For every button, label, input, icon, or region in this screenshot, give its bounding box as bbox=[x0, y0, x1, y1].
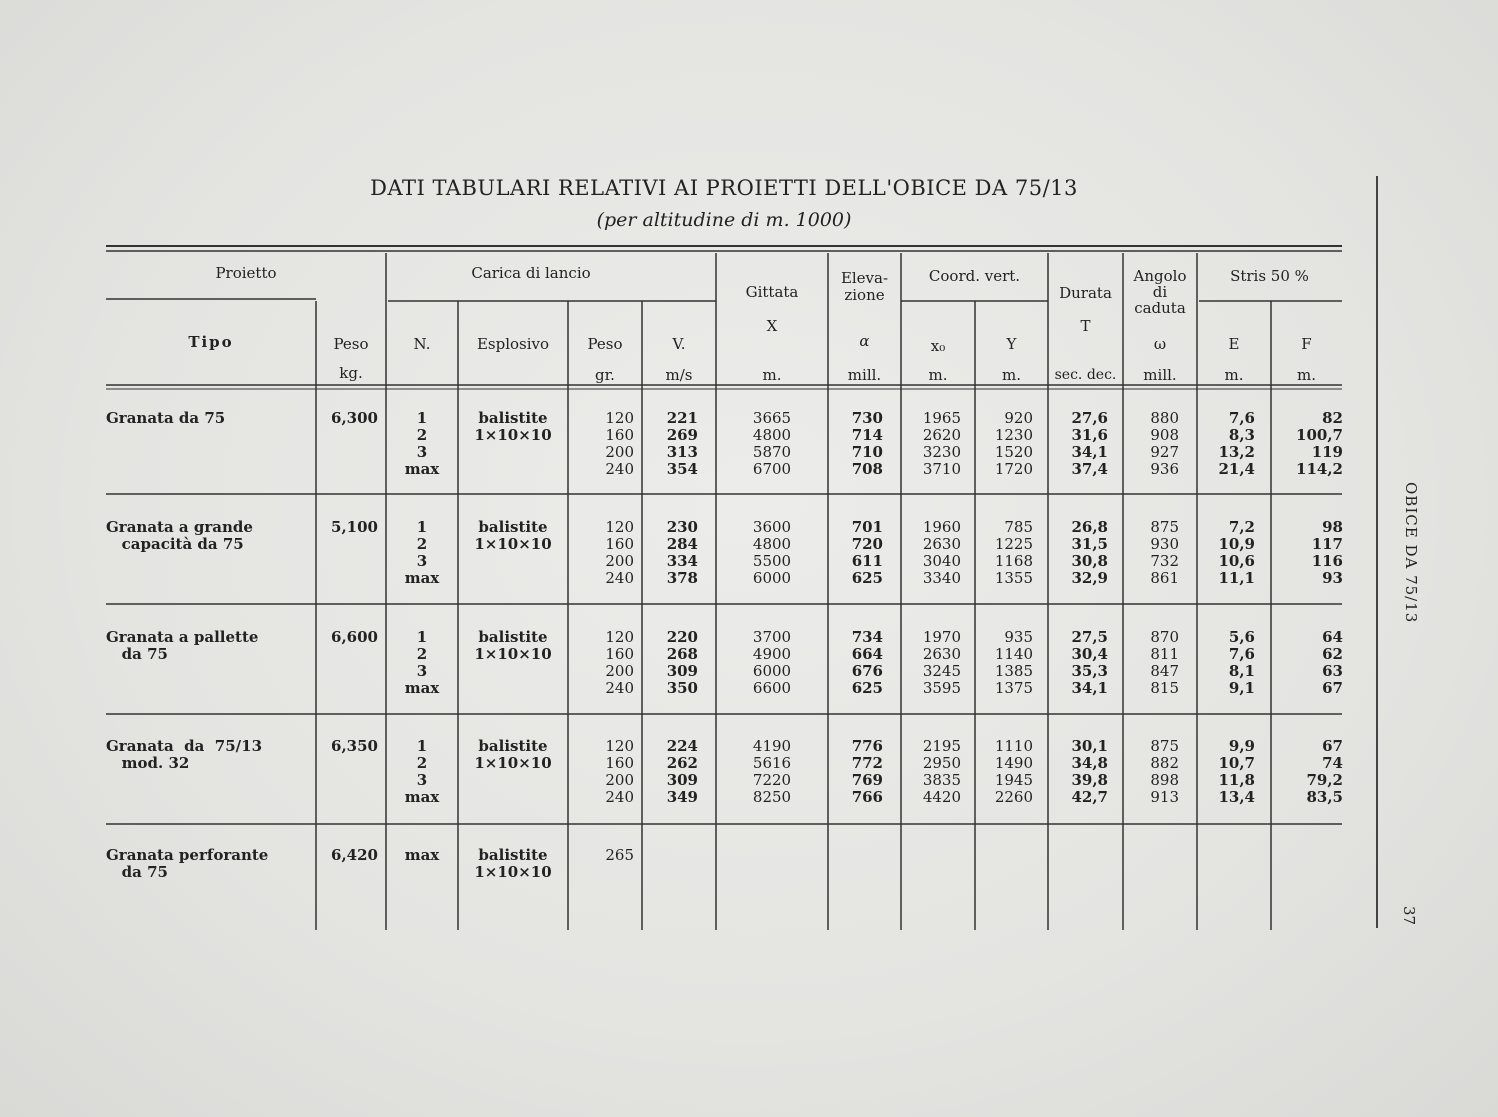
cell-y: 785 1225 1168 1355 bbox=[994, 518, 1033, 587]
side-label: OBICE DA 75/13 bbox=[1402, 482, 1420, 624]
cell-f: 64 62 63 67 bbox=[1322, 628, 1343, 697]
unit-f: m. bbox=[1297, 366, 1316, 384]
cell-f: 82 100,7 119 114,2 bbox=[1296, 409, 1343, 478]
cell-x0: 1965 2620 3230 3710 bbox=[922, 409, 961, 478]
cell-v: 230 284 334 378 bbox=[666, 518, 698, 587]
header-gittata: Gittata bbox=[745, 283, 799, 301]
cell-x0: 2195 2950 3835 4420 bbox=[922, 737, 961, 806]
cell-omega: 870 811 847 815 bbox=[1150, 628, 1179, 697]
header-durata: Durata bbox=[1059, 284, 1112, 302]
cell-omega: 875 930 732 861 bbox=[1150, 518, 1179, 587]
cell-f: 67 74 79,2 83,5 bbox=[1306, 737, 1343, 806]
cell-y: 1110 1490 1945 2260 bbox=[994, 737, 1033, 806]
cell-n: 1 2 3 max bbox=[404, 518, 440, 587]
cell-tipo: Granata da 75 bbox=[106, 409, 226, 427]
header-y: Y bbox=[1006, 335, 1017, 353]
unit-alpha: mill. bbox=[847, 366, 882, 384]
cell-x0: 1960 2630 3040 3340 bbox=[922, 518, 961, 587]
cell-esplosivo: balistite 1×10×10 bbox=[474, 518, 552, 553]
header-esplosivo: Esplosivo bbox=[476, 335, 550, 353]
cell-alpha: 701 720 611 625 bbox=[851, 518, 883, 587]
cell-x: 3665 4800 5870 6700 bbox=[752, 409, 792, 478]
cell-peso: 6,300 bbox=[331, 409, 378, 427]
header-stris: Stris 50 % bbox=[1230, 267, 1309, 285]
header-f: F bbox=[1301, 335, 1312, 353]
cell-x0: 1970 2630 3245 3595 bbox=[922, 628, 961, 697]
cell-alpha: 730 714 710 708 bbox=[851, 409, 883, 478]
unit-x0: m. bbox=[928, 366, 948, 384]
cell-n: max bbox=[404, 846, 440, 864]
header-v: V. bbox=[672, 335, 686, 353]
cell-esplosivo: balistite 1×10×10 bbox=[474, 628, 552, 663]
cell-f: 98 117 116 93 bbox=[1311, 518, 1343, 587]
cell-e: 5,6 7,6 8,1 9,1 bbox=[1228, 628, 1255, 697]
cell-y: 920 1230 1520 1720 bbox=[994, 409, 1033, 478]
cell-peso-gr: 265 bbox=[605, 846, 634, 864]
header-coord: Coord. vert. bbox=[928, 267, 1021, 285]
cell-tipo: Granata perforante da 75 bbox=[106, 846, 269, 881]
page-subtitle: (per altitudine di m. 1000) bbox=[596, 209, 852, 231]
cell-peso-gr: 120 160 200 240 bbox=[605, 518, 634, 587]
unit-peso-gr: gr. bbox=[595, 366, 615, 384]
cell-n: 1 2 3 max bbox=[404, 628, 440, 697]
header-peso-gr: Peso bbox=[587, 335, 623, 353]
cell-esplosivo: balistite 1×10×10 bbox=[474, 737, 552, 772]
unit-x: m. bbox=[762, 366, 782, 384]
cell-esplosivo: balistite 1×10×10 bbox=[474, 846, 552, 881]
cell-peso: 5,100 bbox=[331, 518, 378, 536]
cell-peso-gr: 120 160 200 240 bbox=[605, 737, 634, 806]
cell-peso: 6,350 bbox=[331, 737, 378, 755]
cell-e: 7,2 10,9 10,6 11,1 bbox=[1218, 518, 1255, 587]
cell-omega: 875 882 898 913 bbox=[1150, 737, 1179, 806]
header-elevazione: Eleva- zione bbox=[840, 269, 889, 304]
header-n: N. bbox=[413, 335, 431, 353]
page-title: DATI TABULARI RELATIVI AI PROIETTI DELL'OBICE DA 75/13 bbox=[370, 176, 1078, 200]
unit-y: m. bbox=[1002, 366, 1021, 384]
header-carica: Carica di lancio bbox=[471, 264, 591, 282]
cell-peso-gr: 120 160 200 240 bbox=[605, 628, 634, 697]
header-omega: ω bbox=[1153, 335, 1167, 353]
cell-peso-gr: 120 160 200 240 bbox=[605, 409, 634, 478]
cell-tipo: Granata a pallette da 75 bbox=[106, 628, 259, 663]
cell-t: 30,1 34,8 39,8 42,7 bbox=[1071, 737, 1108, 806]
cell-t: 27,5 30,4 35,3 34,1 bbox=[1071, 628, 1108, 697]
header-t: T bbox=[1080, 317, 1091, 335]
unit-v: m/s bbox=[665, 366, 693, 384]
header-peso: Peso bbox=[333, 335, 369, 353]
cell-t: 27,6 31,6 34,1 37,4 bbox=[1071, 409, 1108, 478]
header-x: X bbox=[766, 317, 778, 335]
cell-alpha: 734 664 676 625 bbox=[851, 628, 883, 697]
cell-tipo: Granata da 75/13 mod. 32 bbox=[106, 737, 263, 772]
cell-v: 221 269 313 354 bbox=[666, 409, 698, 478]
unit-peso: kg. bbox=[339, 364, 363, 382]
header-alpha: α bbox=[859, 332, 870, 350]
header-proietto: Proietto bbox=[215, 264, 277, 282]
cell-x: 4190 5616 7220 8250 bbox=[752, 737, 792, 806]
cell-peso: 6,600 bbox=[331, 628, 378, 646]
cell-e: 9,9 10,7 11,8 13,4 bbox=[1218, 737, 1255, 806]
cell-x: 3700 4900 6000 6600 bbox=[752, 628, 792, 697]
cell-y: 935 1140 1385 1375 bbox=[994, 628, 1033, 697]
cell-tipo: Granata a grande capacità da 75 bbox=[106, 518, 253, 553]
unit-omega: mill. bbox=[1143, 366, 1177, 384]
cell-e: 7,6 8,3 13,2 21,4 bbox=[1218, 409, 1255, 478]
cell-n: 1 2 3 max bbox=[404, 737, 440, 806]
header-x0: x₀ bbox=[930, 337, 946, 355]
unit-e: m. bbox=[1224, 366, 1244, 384]
page-number: 37 bbox=[1400, 906, 1418, 926]
cell-alpha: 776 772 769 766 bbox=[851, 737, 883, 806]
cell-esplosivo: balistite 1×10×10 bbox=[474, 409, 552, 444]
cell-v: 224 262 309 349 bbox=[666, 737, 698, 806]
header-e: E bbox=[1228, 335, 1240, 353]
cell-t: 26,8 31,5 30,8 32,9 bbox=[1071, 518, 1108, 587]
cell-omega: 880 908 927 936 bbox=[1150, 409, 1179, 478]
header-tipo: Tipo bbox=[188, 333, 234, 351]
cell-peso: 6,420 bbox=[331, 846, 378, 864]
unit-t: sec. dec. bbox=[1054, 367, 1117, 383]
cell-n: 1 2 3 max bbox=[404, 409, 440, 478]
cell-x: 3600 4800 5500 6000 bbox=[752, 518, 792, 587]
cell-v: 220 268 309 350 bbox=[666, 628, 698, 697]
header-angolo: Angolo di caduta bbox=[1133, 267, 1187, 317]
